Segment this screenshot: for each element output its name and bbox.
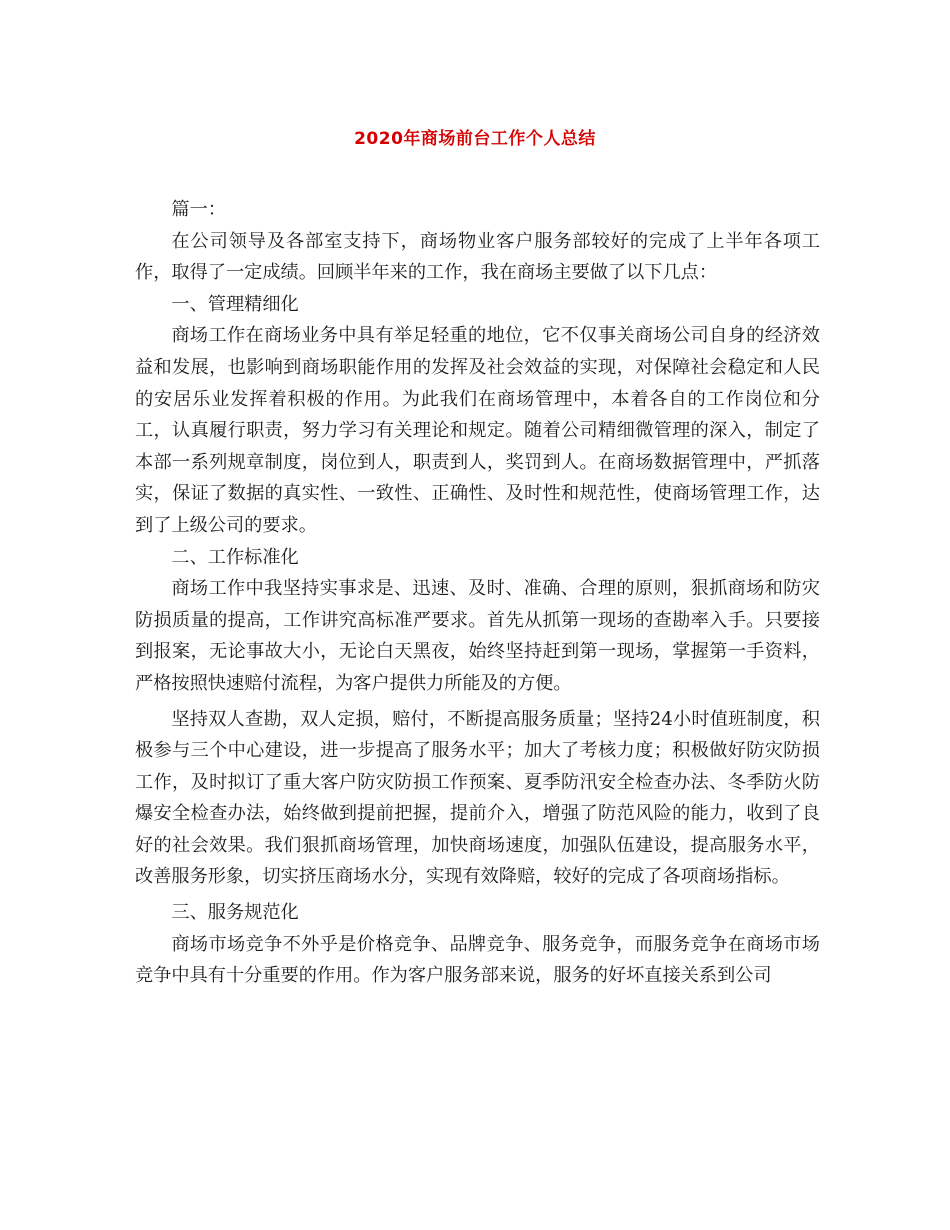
section-heading: 三、服务规范化 xyxy=(171,902,299,924)
section-label: 篇一： xyxy=(171,199,226,220)
paragraph: 坚持双人查勘，双人定损，赔付，不断提高服务质量；坚持24小时值班制度，积极参与三个中心建设，进一步提高了服务水平；加大了考核力度；积极做好防灾防损工作，及时拟订了重大客户防灾防损工作预案、夏季防汛安全检查办法、冬季防火防爆安全检查办法，始终做到提前把握，提前介入，增强了防范风险的能力，收到了良好的社会效果。我们狠抓商场管理，加快商场速度，加强队伍建设，提高服务水平，改善服务形象，切实挤压商场水分，实现有效降赔，较好的完成了各项商场指标。 xyxy=(135,708,820,888)
paragraph: 在公司领导及各部室支持下，商场物业客户服务部较好的完成了上半年各项工作，取得了一定成绩。回顾半年来的工作，我在商场主要做了以下几点： xyxy=(135,230,820,284)
section-heading: 二、工作标准化 xyxy=(171,546,299,568)
paragraph: 商场市场竞争不外乎是价格竞争、品牌竞争、服务竞争，而服务竞争在商场市场竞争中具有十分重要的作用。作为客户服务部来说，服务的好坏直接关系到公司 xyxy=(135,933,820,987)
paragraph: 商场工作在商场业务中具有举足轻重的地位，它不仅事关商场公司自身的经济效益和发展，也影响到商场职能作用的发挥及社会效益的实现，对保障社会稳定和人民的安居乐业发挥着积极的作用。为此我们在商场管理中，本着各自的工作岗位和分工，认真履行职责，努力学习有关理论和规定。随着公司精细微管理的深入，制定了本部一系列规章制度，岗位到人，职责到人，奖罚到人。在商场数据管理中，严抓落实，保证了数据的真实性、一致性、正确性、及时性和规范性，使商场管理工作，达到了上级公司的要求。 xyxy=(135,325,820,536)
section-heading: 一、管理精细化 xyxy=(171,293,299,315)
document-body xyxy=(135,194,820,992)
document-title: 2020年商场前台工作个人总结 xyxy=(354,129,596,149)
paragraph: 商场工作中我坚持实事求是、迅速、及时、准确、合理的原则，狠抓商场和防灾防损质量的提高，工作讲究高标准严要求。首先从抓第一现场的查勘率入手。只要接到报案，无论事故大小，无论白天黑夜，始终坚持赶到第一现场，掌握第一手资料，严格按照快速赔付流程，为客户提供力所能及的方便。 xyxy=(135,578,820,694)
